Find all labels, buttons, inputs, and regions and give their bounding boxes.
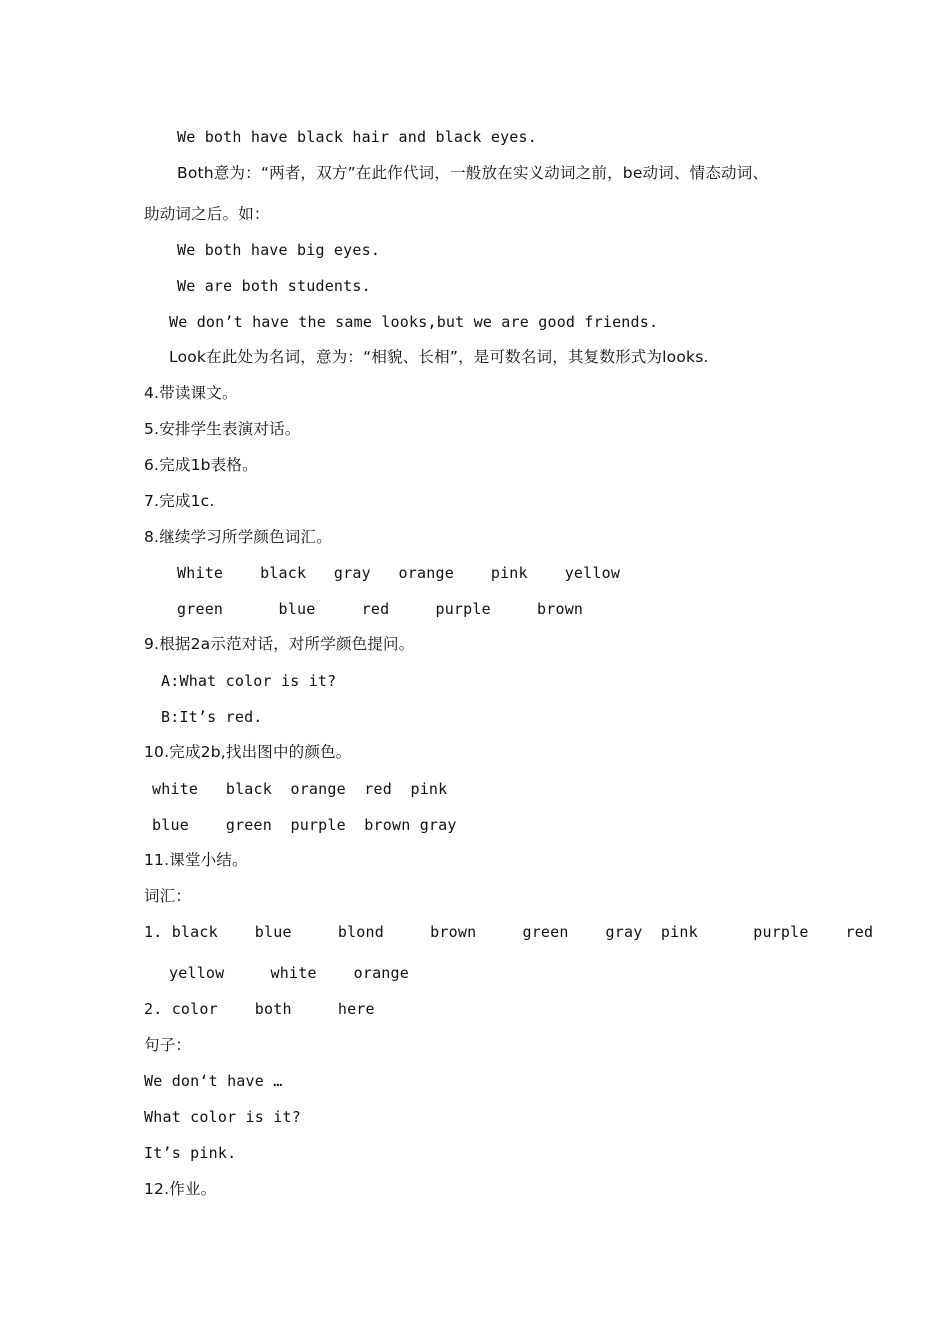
list-item: 11.课堂小结。 [144, 851, 248, 869]
list-item: 5.安排学生表演对话。 [144, 420, 301, 438]
text-line: blue green purple brown gray [152, 816, 457, 834]
text-line: Look在此处为名词，意为：“相貌、长相”，是可数名词，其复数形式为looks. [169, 348, 709, 366]
text-line: We don’t have the same looks,but we are good friends. [169, 313, 659, 331]
list-item: 4.带读课文。 [144, 384, 238, 402]
text-line: Both意为：“两者，双方”在此作代词，一般放在实义动词之前，be动词、情态动词、 [177, 164, 769, 182]
text-line: yellow white orange [169, 964, 409, 982]
text-line: green blue red purple brown [177, 600, 584, 618]
text-line: 助动词之后。如： [144, 205, 270, 223]
list-item: 12.作业。 [144, 1180, 217, 1198]
text-line: A:What color is it? [161, 672, 337, 690]
text-line: We both have big eyes. [177, 241, 381, 259]
text-line: 1. black blue blond brown green gray pink purple red [144, 923, 874, 941]
list-item: 6.完成1b表格。 [144, 456, 258, 474]
section-label: 句子： [144, 1036, 192, 1054]
text-line: It’s pink. [144, 1144, 237, 1162]
text-line: What color is it? [144, 1108, 301, 1126]
list-item: 9.根据2a示范对话，对所学颜色提问。 [144, 635, 415, 653]
text-line: White black gray orange pink yellow [177, 564, 621, 582]
text-line: We both have black hair and black eyes. [177, 128, 537, 146]
text-line: B:It’s red. [161, 708, 263, 726]
list-item: 8.继续学习所学颜色词汇。 [144, 528, 332, 546]
list-item: 7.完成1c. [144, 492, 215, 510]
section-label: 词汇： [144, 887, 192, 905]
list-item: 10.完成2b,找出图中的颜色。 [144, 743, 352, 761]
text-line: white black orange red pink [152, 780, 448, 798]
text-line: 2. color both here [144, 1000, 375, 1018]
text-line: We are both students. [177, 277, 371, 295]
text-line: We don‘t have … [144, 1072, 283, 1090]
